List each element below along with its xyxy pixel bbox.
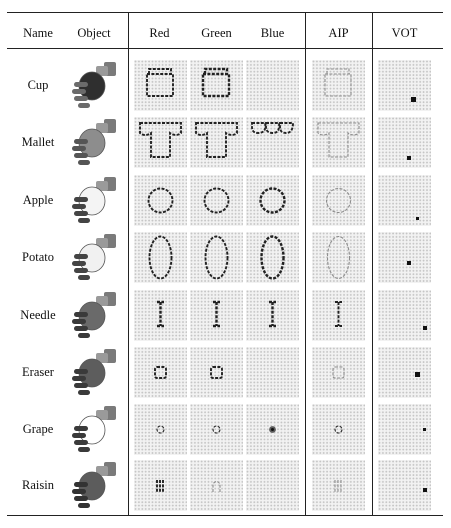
panel-apple-blue bbox=[246, 175, 299, 226]
header-red: Red bbox=[149, 26, 170, 40]
panel-needle-green bbox=[190, 290, 243, 341]
activation-map-raisin-aip bbox=[312, 460, 365, 511]
activation-map-needle-red bbox=[134, 290, 187, 341]
activation-map-grape-green bbox=[190, 404, 243, 455]
row-name-eraser: Eraser bbox=[22, 364, 54, 379]
object-image-cup bbox=[60, 60, 120, 114]
panel-raisin-vot bbox=[378, 460, 431, 511]
header-name: Name bbox=[23, 26, 53, 40]
panel-raisin-green bbox=[190, 460, 243, 511]
object-image-needle bbox=[60, 290, 120, 344]
panel-needle-aip bbox=[312, 290, 365, 341]
object-image-eraser bbox=[60, 347, 120, 401]
object-image-raisin bbox=[60, 460, 120, 514]
activation-map-raisin-vot bbox=[378, 460, 431, 511]
panel-potato-aip bbox=[312, 232, 365, 283]
activation-map-eraser-aip bbox=[312, 347, 365, 398]
panel-mallet-vot bbox=[378, 117, 431, 168]
activation-map-eraser-vot bbox=[378, 347, 431, 398]
panel-grape-red bbox=[134, 404, 187, 455]
activation-map-apple-blue bbox=[246, 175, 299, 226]
row-name-potato: Potato bbox=[22, 249, 54, 264]
activation-map-eraser-red bbox=[134, 347, 187, 398]
activation-map-grape-red bbox=[134, 404, 187, 455]
panel-potato-vot bbox=[378, 232, 431, 283]
panel-apple-red bbox=[134, 175, 187, 226]
panel-raisin-red bbox=[134, 460, 187, 511]
panel-needle-blue bbox=[246, 290, 299, 341]
top-rule bbox=[7, 12, 443, 13]
panel-potato-green bbox=[190, 232, 243, 283]
panel-cup-green bbox=[190, 60, 243, 111]
panel-cup-vot bbox=[378, 60, 431, 111]
row-name-apple: Apple bbox=[22, 192, 54, 207]
panel-eraser-aip bbox=[312, 347, 365, 398]
activation-map-potato-vot bbox=[378, 232, 431, 283]
panel-cup-aip bbox=[312, 60, 365, 111]
panel-mallet-aip bbox=[312, 117, 365, 168]
panel-eraser-vot bbox=[378, 347, 431, 398]
row-name-grape: Grape bbox=[22, 421, 54, 436]
object-image-grape bbox=[60, 404, 120, 458]
row-name-needle: Needle bbox=[20, 307, 56, 322]
activation-map-needle-aip bbox=[312, 290, 365, 341]
panel-raisin-aip bbox=[312, 460, 365, 511]
activation-map-raisin-red bbox=[134, 460, 187, 511]
activation-map-mallet-aip bbox=[312, 117, 365, 168]
panel-grape-green bbox=[190, 404, 243, 455]
object-image-apple bbox=[60, 175, 120, 229]
activation-map-cup-aip bbox=[312, 60, 365, 111]
row-name-cup: Cup bbox=[27, 77, 49, 92]
activation-map-mallet-red bbox=[134, 117, 187, 168]
panel-potato-red bbox=[134, 232, 187, 283]
header-rule bbox=[7, 48, 443, 49]
activation-map-needle-blue bbox=[246, 290, 299, 341]
panel-grape-blue bbox=[246, 404, 299, 455]
panel-apple-green bbox=[190, 175, 243, 226]
panel-cup-blue bbox=[246, 60, 299, 111]
row-name-mallet: Mallet bbox=[21, 134, 55, 149]
header-vot: VOT bbox=[391, 26, 418, 40]
panel-mallet-blue bbox=[246, 117, 299, 168]
panel-apple-vot bbox=[378, 175, 431, 226]
divider-aip-vot bbox=[372, 12, 373, 516]
panel-mallet-green bbox=[190, 117, 243, 168]
activation-map-grape-vot bbox=[378, 404, 431, 455]
activation-map-apple-aip bbox=[312, 175, 365, 226]
activation-map-raisin-blue bbox=[246, 460, 299, 511]
activation-map-potato-green bbox=[190, 232, 243, 283]
activation-map-apple-red bbox=[134, 175, 187, 226]
panel-grape-vot bbox=[378, 404, 431, 455]
panel-cup-red bbox=[134, 60, 187, 111]
activation-map-cup-blue bbox=[246, 60, 299, 111]
activation-map-potato-aip bbox=[312, 232, 365, 283]
panel-needle-red bbox=[134, 290, 187, 341]
activation-map-cup-vot bbox=[378, 60, 431, 111]
object-image-potato bbox=[60, 232, 120, 286]
activation-map-mallet-blue bbox=[246, 117, 299, 168]
activation-map-eraser-blue bbox=[246, 347, 299, 398]
header-aip: AIP bbox=[328, 26, 349, 40]
activation-map-grape-blue bbox=[246, 404, 299, 455]
header-object: Object bbox=[77, 26, 111, 40]
panel-eraser-blue bbox=[246, 347, 299, 398]
activation-map-needle-vot bbox=[378, 290, 431, 341]
panel-mallet-red bbox=[134, 117, 187, 168]
activation-map-apple-green bbox=[190, 175, 243, 226]
header-blue: Blue bbox=[260, 26, 285, 40]
activation-map-mallet-green bbox=[190, 117, 243, 168]
activation-map-potato-red bbox=[134, 232, 187, 283]
activation-map-apple-vot bbox=[378, 175, 431, 226]
object-image-mallet bbox=[60, 117, 120, 171]
panel-eraser-green bbox=[190, 347, 243, 398]
panel-apple-aip bbox=[312, 175, 365, 226]
activation-map-needle-green bbox=[190, 290, 243, 341]
activation-map-raisin-green bbox=[190, 460, 243, 511]
panel-grape-aip bbox=[312, 404, 365, 455]
activation-map-potato-blue bbox=[246, 232, 299, 283]
panel-raisin-blue bbox=[246, 460, 299, 511]
bottom-rule bbox=[7, 515, 443, 516]
activation-map-eraser-green bbox=[190, 347, 243, 398]
divider-object-red bbox=[128, 12, 129, 516]
activation-map-cup-green bbox=[190, 60, 243, 111]
header-green: Green bbox=[201, 26, 232, 40]
panel-eraser-red bbox=[134, 347, 187, 398]
panel-potato-blue bbox=[246, 232, 299, 283]
activation-map-cup-red bbox=[134, 60, 187, 111]
row-name-raisin: Raisin bbox=[22, 477, 54, 492]
divider-blue-aip bbox=[305, 12, 306, 516]
activation-map-mallet-vot bbox=[378, 117, 431, 168]
panel-needle-vot bbox=[378, 290, 431, 341]
activation-map-grape-aip bbox=[312, 404, 365, 455]
